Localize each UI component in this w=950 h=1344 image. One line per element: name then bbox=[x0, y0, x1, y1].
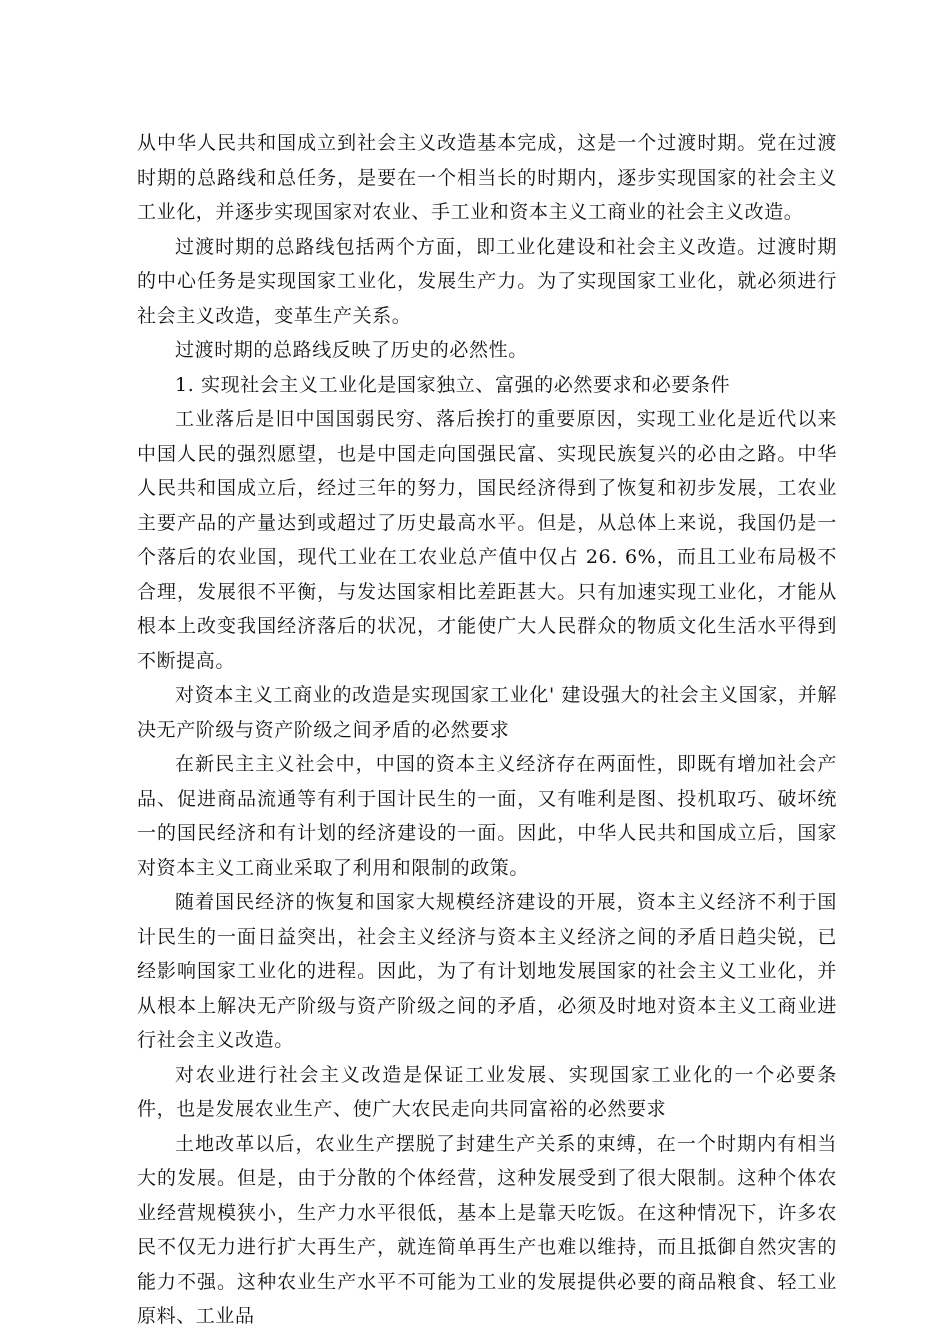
paragraph-2: 过渡时期的总路线包括两个方面，即工业化建设和社会主义改造。过渡时期的中心任务是实现国家工业化，发展生产力。为了实现国家工业化，就必须进行社会主义改造，变革生产关系。 bbox=[137, 235, 837, 327]
section-heading-1: 1. 实现社会主义工业化是国家独立、富强的必然要求和必要条件 bbox=[175, 373, 731, 396]
paragraph-7: 土地改革以后，农业生产摆脱了封建生产关系的束缚，在一个时期内有相当大的发展。但是，由于分散的个体经营，这种发展受到了很大限制。这种个体农业经营规模狭小，生产力水平很低，基本上是靠天吃饭。在这种情况下，许多农民不仅无力进行扩大再生产，就连简单再生产也难以维持，而且抵御自然灾害的能力不强。这种农业生产水平不可能为工业的发展提供必要的商品粮食、轻工业原料、工业品 bbox=[137, 1132, 837, 1327]
paragraph-6: 随着国民经济的恢复和国家大规模经济建设的开展，资本主义经济不利于国计民生的一面日益突出，社会主义经济与资本主义经济之间的矛盾日趋尖锐，已经影响国家工业化的进程。因此，为了有计划地发展国家的社会主义工业化，并从根本上解决无产阶级与资产阶级之间的矛盾，必须及时地对资本主义工商业进行社会主义改造。 bbox=[137, 891, 837, 1051]
paragraph-1: 从中华人民共和国成立到社会主义改造基本完成，这是一个过渡时期。党在过渡时期的总路线和总任务，是要在一个相当长的时期内，逐步实现国家的社会主义工业化，并逐步实现国家对农业、手工业和资本主义工商业的社会主义改造。 bbox=[137, 132, 837, 223]
paragraph-3: 过渡时期的总路线反映了历史的必然性。 bbox=[175, 339, 528, 361]
section-heading-2: 对资本主义工商业的改造是实现国家工业化' 建设强大的社会主义国家，并解决无产阶级与资产阶级之间矛盾的必然要求 bbox=[137, 684, 837, 741]
document-body bbox=[137, 126, 837, 1334]
section-heading-3: 对农业进行社会主义改造是保证工业发展、实现国家工业化的一个必要条件，也是发展农业生产、使广大农民走向共同富裕的必然要求 bbox=[137, 1063, 837, 1120]
paragraph-5: 在新民主主义社会中，中国的资本主义经济存在两面性，即既有增加社会产品、促进商品流通等有利于国计民生的一面，又有唯利是图、投机取巧、破坏统一的国民经济和有计划的经济建设的一面。因此，中华人民共和国成立后，国家对资本主义工商业采取了利用和限制的政策。 bbox=[137, 753, 837, 879]
paragraph-4: 工业落后是旧中国国弱民穷、落后挨打的重要原因，实现工业化是近代以来中国人民的强烈愿望，也是中国走向国强民富、实现民族复兴的必由之路。中华人民共和国成立后，经过三年的努力，国民经济得到了恢复和初步发展，工农业主要产品的产量达到或超过了历史最高水平。但是，从总体上来说，我国仍是一个落后的农业国，现代工业在工农业总产值中仅占 26. 6%，而且工业布局极不合理，发展很不平衡，与发达国家相比差距甚大。只有加速实现工业化，才能从根本上改变我国经济落后的状况，才能使广大人民群众的物质文化生活水平得到不断提高。 bbox=[137, 408, 837, 672]
